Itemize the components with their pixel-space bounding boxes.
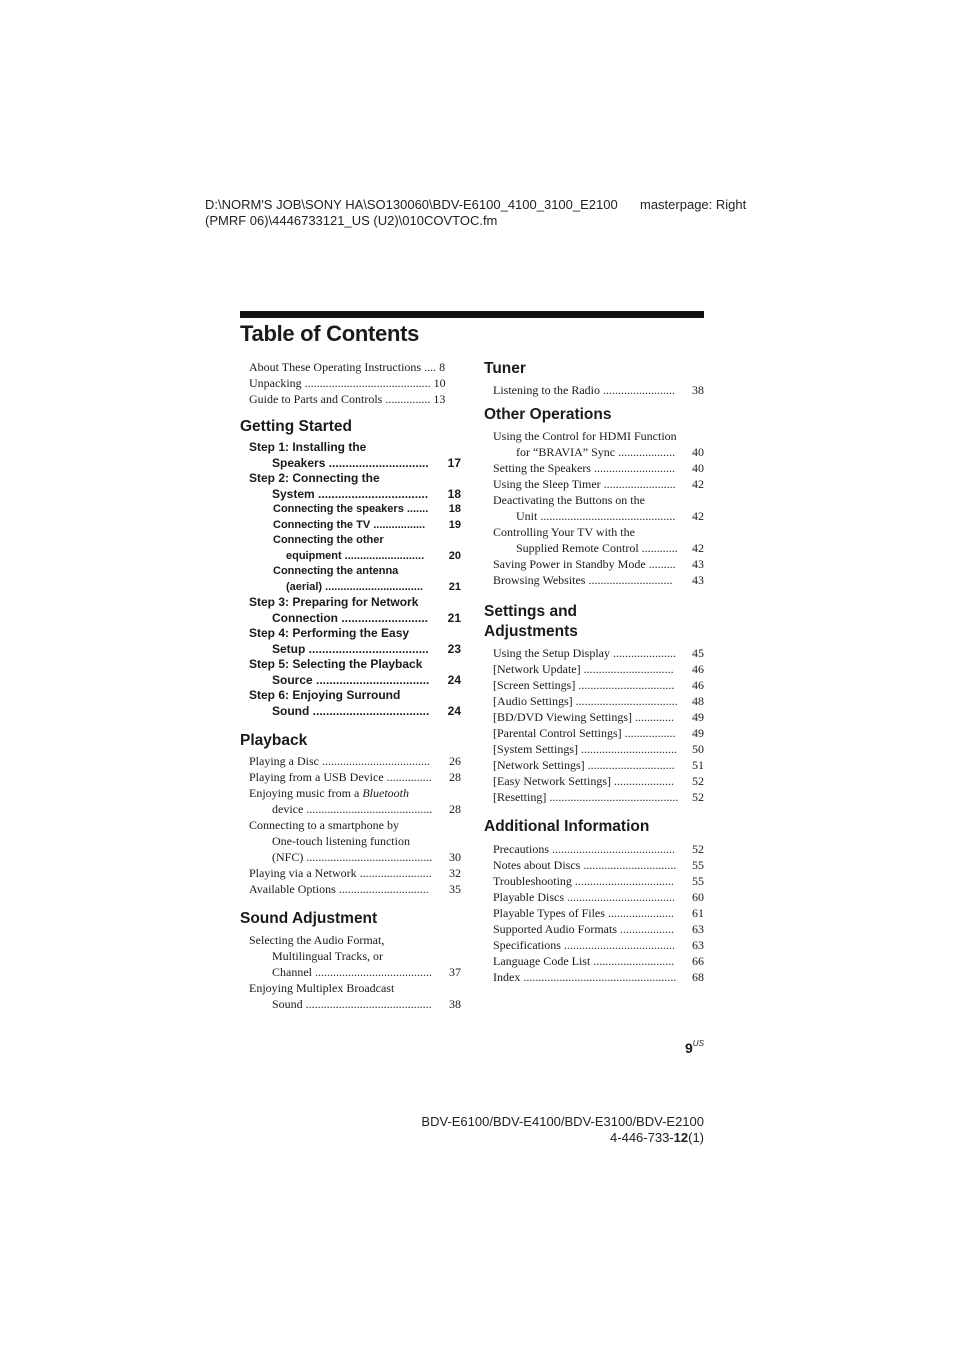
toc-entry[interactable]: Enjoying Multiplex Broadcast Sound .......................................... 38 [249, 981, 461, 1011]
toc-entry[interactable]: Using the Control for HDMI Function for “BRAVIA” Sync ................... 40 [493, 429, 704, 459]
intro-entries [240, 359, 461, 407]
toc-subentry[interactable]: Connecting the TV ................. 19 [240, 518, 461, 534]
toc-entry[interactable]: Step 6: Enjoying Surround Sound ................................... 24 [249, 688, 461, 718]
toc-entry[interactable]: [Easy Network Settings] .................... 52 [493, 774, 704, 788]
toc-entry[interactable]: Troubleshooting ................................. 55 [493, 874, 704, 888]
toc-entry[interactable]: Notes about Discs ............................... 55 [493, 858, 704, 872]
section-heading-settings: Settings and Adjustments [484, 603, 578, 640]
toc-entry[interactable]: Using the Sleep Timer ........................ 42 [493, 477, 704, 491]
toc-entry[interactable]: Specifications ..................................... 63 [493, 938, 704, 952]
toc-entry[interactable]: [Audio Settings] .................................. 48 [493, 694, 704, 708]
toc-entry[interactable]: About These Operating Instructions .... 8 [249, 360, 446, 374]
toc-subentry[interactable]: Connecting the other equipment .......................... 20 [240, 533, 461, 564]
toc-entry[interactable]: Deactivating the Buttons on the Unit ............................................. 42 [493, 493, 704, 523]
toc-entry[interactable]: Available Options .............................. 35 [249, 882, 461, 896]
toc-entry[interactable]: Listening to the Radio ........................ 38 [493, 383, 704, 397]
playback-entries [240, 753, 461, 897]
title-rule [240, 311, 704, 318]
other-operations-entries [484, 428, 704, 588]
settings-entries [484, 645, 704, 805]
file-path-header [205, 197, 618, 229]
toc-entry[interactable]: Playing via a Network ........................ 32 [249, 866, 461, 880]
toc-entry[interactable]: Enjoying music from a Bluetooth device .......................................... 28 [249, 786, 461, 816]
toc-entry[interactable]: Guide to Parts and Controls ............... 13 [249, 392, 446, 406]
toc-entry[interactable]: Step 3: Preparing for Network Connection .......................... 21 [249, 595, 461, 625]
toc-entry[interactable]: Playable Types of Files ...................... 61 [493, 906, 704, 920]
additional-information-entries [484, 841, 704, 985]
toc-left-column [240, 359, 461, 1012]
toc-subentry[interactable]: Connecting the antenna (aerial) ................................ 21 [240, 564, 461, 595]
toc-entry[interactable]: [Network Settings] ............................. 51 [493, 758, 704, 772]
section-heading-playback: Playback [240, 732, 308, 749]
file-path-line1: D:\NORM'S JOB\SONY HA\SO130060\BDV-E6100_4100_3100_E2100 [205, 197, 618, 212]
footer-model-info [421, 1114, 704, 1146]
toc-entry[interactable]: Step 5: Selecting the Playback Source .................................. 24 [249, 657, 461, 687]
section-heading-sound-adjustment: Sound Adjustment [240, 910, 378, 927]
sound-adjustment-entries [240, 932, 461, 1012]
tuner-entries [484, 382, 704, 398]
toc-entry[interactable]: Playing a Disc .................................... 26 [249, 754, 461, 768]
toc-entry[interactable]: Index ................................................... 68 [493, 970, 704, 984]
masterpage-label: masterpage: Right [640, 197, 747, 212]
toc-entry[interactable]: Step 4: Performing the Easy Setup .................................... 23 [249, 626, 461, 656]
toc-entry[interactable]: Step 2: Connecting the System ................................. 18 [249, 471, 461, 501]
toc-entry[interactable]: Saving Power in Standby Mode ......... 43 [493, 557, 704, 571]
footer-models: BDV-E6100/BDV-E4100/BDV-E3100/BDV-E2100 [421, 1114, 704, 1129]
toc-entry[interactable]: Precautions ......................................... 52 [493, 842, 704, 856]
page-number: $9^{US}$ [685, 1039, 704, 1056]
toc-entry[interactable]: [Resetting] ........................................... 52 [493, 790, 704, 804]
toc-entry[interactable]: [BD/DVD Viewing Settings] ............. 49 [493, 710, 704, 724]
toc-entry[interactable]: Setting the Speakers ........................... 40 [493, 461, 704, 475]
section-heading-tuner: Tuner [484, 360, 526, 377]
toc-right-column [484, 359, 704, 985]
toc-entry[interactable]: Unpacking .......................................... 10 [249, 376, 446, 390]
toc-entry[interactable]: Step 1: Installing the Speakers .............................. 17 [249, 440, 461, 470]
toc-subentry[interactable]: Connecting the speakers ....... 18 [240, 502, 461, 518]
section-heading-getting-started: Getting Started [240, 418, 352, 435]
toc-entry[interactable]: Connecting to a smartphone by One-touch listening function (NFC) .......................................... 30 [249, 818, 461, 864]
toc-entry[interactable]: [System Settings] ................................ 50 [493, 742, 704, 756]
toc-entry[interactable]: Language Code List ........................... 66 [493, 954, 704, 968]
toc-entry[interactable]: Playable Discs .................................... 60 [493, 890, 704, 904]
file-path-line2: (PMRF 06)\4446733121_US (U2)\010COVTOC.fm [205, 213, 498, 228]
toc-entry[interactable]: Supported Audio Formats .................. 63 [493, 922, 704, 936]
page-title: Table of Contents [240, 321, 420, 346]
section-heading-additional-information: Additional Information [484, 818, 650, 835]
toc-entry[interactable]: Using the Setup Display ..................... 45 [493, 646, 704, 660]
toc-entry[interactable]: [Parental Control Settings] ................. 49 [493, 726, 704, 740]
section-heading-other-operations: Other Operations [484, 406, 612, 423]
toc-entry[interactable]: Browsing Websites ............................ 43 [493, 573, 704, 587]
footer-code: 4-446-733-12(1) [610, 1130, 704, 1145]
getting-started-entries [240, 440, 461, 719]
toc-entry[interactable]: [Screen Settings] ................................ 46 [493, 678, 704, 692]
toc-entry[interactable]: Selecting the Audio Format, Multilingual Tracks, or Channel ....................................... 37 [249, 933, 461, 979]
toc-entry[interactable]: Playing from a USB Device ............... 28 [249, 770, 461, 784]
toc-entry[interactable]: Controlling Your TV with the Supplied Remote Control ............ 42 [493, 525, 704, 555]
toc-entry[interactable]: [Network Update] .............................. 46 [493, 662, 704, 676]
